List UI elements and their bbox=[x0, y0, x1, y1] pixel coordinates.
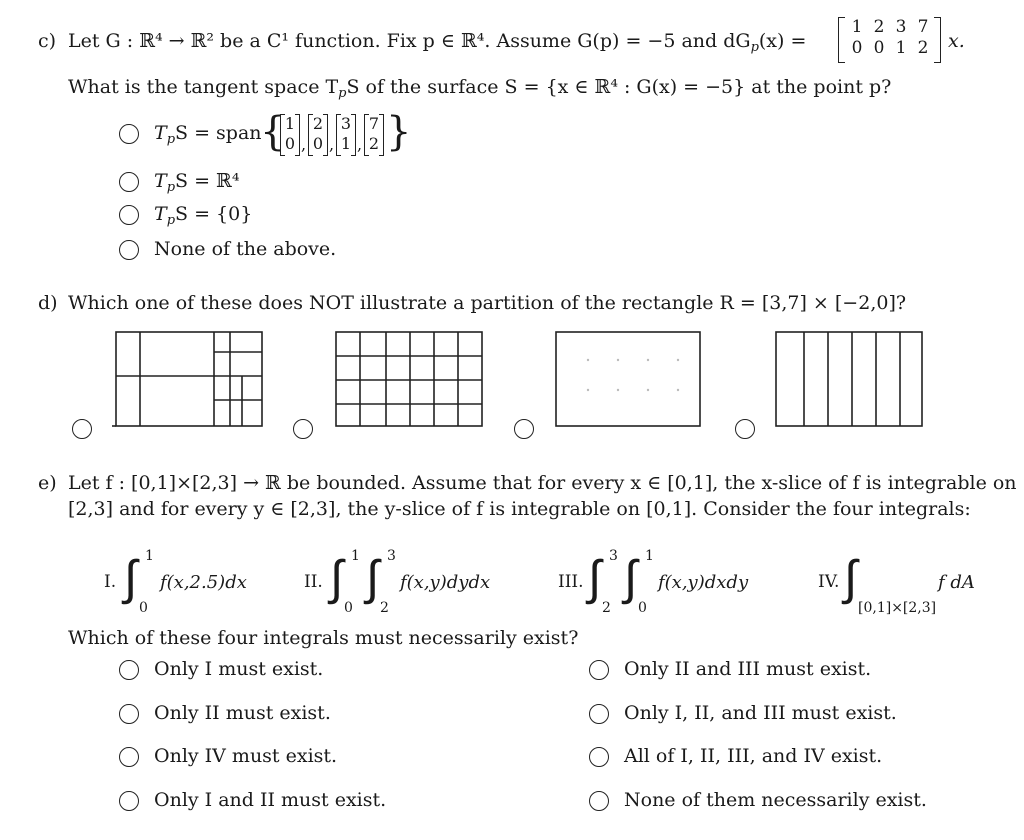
vec-comma: , bbox=[357, 135, 363, 154]
matrix-cell: 1 bbox=[895, 38, 907, 58]
sketch-dot bbox=[617, 359, 619, 361]
part-e-question: Which of these four integrals must necessarily exist? bbox=[68, 627, 579, 649]
sketch-dot bbox=[587, 389, 589, 391]
part-c-question: What is the tangent space $T_pS$ of the surface S = {x ∈ ℝ⁴ : G(x) = −5} at the point p? bbox=[68, 76, 892, 101]
option-e-3-radio[interactable] bbox=[119, 747, 139, 767]
sketch-dot bbox=[587, 359, 589, 361]
integral-lower-limit: 2 bbox=[602, 600, 611, 616]
span-brace-left: { bbox=[260, 109, 286, 155]
option-e-4-label: Only I and II must exist. bbox=[154, 789, 387, 811]
integral-2-body: f(x,y)dydx bbox=[400, 572, 491, 593]
option-c-2-label: $T_pS$ = ℝ⁴ bbox=[154, 170, 240, 195]
integral-lower-limit: 0 bbox=[638, 600, 647, 616]
part-c-label: c) bbox=[38, 30, 57, 52]
matrix-bracket-left bbox=[838, 17, 845, 63]
span-vector-4 bbox=[364, 114, 384, 156]
integral-sign: ∫ bbox=[124, 550, 138, 606]
option-e-1-label: Only I must exist. bbox=[154, 658, 324, 680]
integral-sign: ∫ bbox=[366, 550, 380, 606]
span-brace-right: } bbox=[386, 109, 412, 155]
vec-comma: , bbox=[301, 135, 307, 154]
matrix-cell: 0 bbox=[873, 38, 885, 58]
integral-upper-limit: 3 bbox=[387, 548, 396, 564]
integral-3-roman: III. bbox=[558, 572, 584, 592]
option-e-1-radio[interactable] bbox=[119, 660, 139, 680]
option-e-8-radio[interactable] bbox=[589, 791, 609, 811]
sketch-dot bbox=[647, 389, 649, 391]
part-e-label: e) bbox=[38, 472, 57, 494]
vec-entry: 7 bbox=[368, 114, 380, 133]
span-vector-2 bbox=[308, 114, 328, 156]
option-c-3-radio[interactable] bbox=[119, 205, 139, 225]
vec-entry: 2 bbox=[368, 134, 380, 153]
integral-lower-limit: 0 bbox=[139, 600, 148, 616]
part-d-label: d) bbox=[38, 292, 58, 314]
integral-upper-limit: 1 bbox=[145, 548, 154, 564]
vec-entry: 1 bbox=[340, 134, 352, 153]
partition-sketch-4 bbox=[770, 330, 930, 430]
vec-entry: 3 bbox=[340, 114, 352, 133]
option-d-3-radio[interactable] bbox=[514, 419, 534, 439]
matrix-cell: 3 bbox=[895, 17, 907, 37]
option-e-6-radio[interactable] bbox=[589, 704, 609, 724]
option-e-5-label: Only II and III must exist. bbox=[624, 658, 872, 680]
span-vector-1 bbox=[280, 114, 300, 156]
option-e-7-radio[interactable] bbox=[589, 747, 609, 767]
option-e-7-label: All of I, II, III, and IV exist. bbox=[624, 745, 883, 767]
partition-sketch-1 bbox=[110, 330, 270, 430]
option-d-1-radio[interactable] bbox=[72, 419, 92, 439]
option-e-6-label: Only I, II, and III must exist. bbox=[624, 702, 897, 724]
integral-1-roman: I. bbox=[104, 572, 117, 592]
integral-4-body: f dA bbox=[938, 572, 975, 593]
integral-sign: ∫ bbox=[844, 550, 858, 606]
vec-entry: 0 bbox=[284, 134, 296, 153]
integral-4-roman: IV. bbox=[818, 572, 840, 592]
part-e-line2: [2,3] and for every y ∈ [2,3], the y-slice of f is integrable on [0,1]. Consider the four integrals: bbox=[68, 498, 971, 520]
integral-upper-limit: 1 bbox=[351, 548, 360, 564]
option-c-2-radio[interactable] bbox=[119, 172, 139, 192]
option-d-2-radio[interactable] bbox=[293, 419, 313, 439]
integral-lower-limit: 0 bbox=[344, 600, 353, 616]
vec-entry: 2 bbox=[312, 114, 324, 133]
integral-upper-limit: 1 bbox=[645, 548, 654, 564]
integral-sign: ∫ bbox=[624, 550, 638, 606]
span-vector-3 bbox=[336, 114, 356, 156]
integral-region: [0,1]×[2,3] bbox=[858, 600, 937, 616]
option-c-3-label: $T_pS = \{0\}$ bbox=[154, 203, 253, 228]
matrix-cell: 2 bbox=[873, 17, 885, 37]
sketch-dot bbox=[617, 389, 619, 391]
option-e-8-label: None of them necessarily exist. bbox=[624, 789, 927, 811]
dg-matrix bbox=[846, 17, 934, 58]
option-e-5-radio[interactable] bbox=[589, 660, 609, 680]
option-d-4-radio[interactable] bbox=[735, 419, 755, 439]
integral-upper-limit: 3 bbox=[609, 548, 618, 564]
part-c-intro: Let G : ℝ⁴ → ℝ² be a C¹ function. Fix p ∈ ℝ⁴. Assume G(p) = −5 and $dG_p(x)$ = bbox=[68, 30, 807, 55]
sketch-dot bbox=[677, 359, 679, 361]
option-c-4-label: None of the above. bbox=[154, 238, 337, 260]
integral-3-body: f(x,y)dxdy bbox=[658, 572, 749, 593]
matrix-cell: 0 bbox=[851, 38, 863, 58]
sketch-dot bbox=[677, 389, 679, 391]
vec-comma: , bbox=[329, 135, 335, 154]
matrix-after: x. bbox=[948, 30, 965, 52]
option-e-2-label: Only II must exist. bbox=[154, 702, 331, 724]
option-c-1-radio[interactable] bbox=[119, 124, 139, 144]
vec-entry: 1 bbox=[284, 114, 296, 133]
integral-1-body: f(x,2.5)dx bbox=[160, 572, 247, 593]
option-e-2-radio[interactable] bbox=[119, 704, 139, 724]
sketch-outline bbox=[336, 332, 482, 426]
sketch-outline bbox=[556, 332, 700, 426]
integral-sign: ∫ bbox=[588, 550, 602, 606]
vec-entry: 0 bbox=[312, 134, 324, 153]
sketch-outline bbox=[116, 332, 262, 426]
integral-sign: ∫ bbox=[330, 550, 344, 606]
part-e-line1: Let f : [0,1]×[2,3] → ℝ be bounded. Assume that for every x ∈ [0,1], the x-slice of f is integrable on bbox=[68, 472, 1017, 494]
option-e-3-label: Only IV must exist. bbox=[154, 745, 338, 767]
option-e-4-radio[interactable] bbox=[119, 791, 139, 811]
integral-2-roman: II. bbox=[304, 572, 323, 592]
sketch-dot bbox=[647, 359, 649, 361]
option-c-1-label: $T_pS$ = span bbox=[154, 122, 262, 147]
part-d-question: Which one of these does NOT illustrate a partition of the rectangle R = [3,7] × [−2,0]? bbox=[68, 292, 907, 314]
matrix-cell: 2 bbox=[917, 38, 929, 58]
matrix-bracket-right bbox=[934, 17, 941, 63]
matrix-cell: 7 bbox=[917, 17, 929, 37]
partition-sketch-3 bbox=[548, 330, 708, 430]
matrix-cell: 1 bbox=[851, 17, 863, 37]
option-c-4-radio[interactable] bbox=[119, 240, 139, 260]
partition-sketch-2 bbox=[330, 330, 490, 430]
integral-lower-limit: 2 bbox=[380, 600, 389, 616]
